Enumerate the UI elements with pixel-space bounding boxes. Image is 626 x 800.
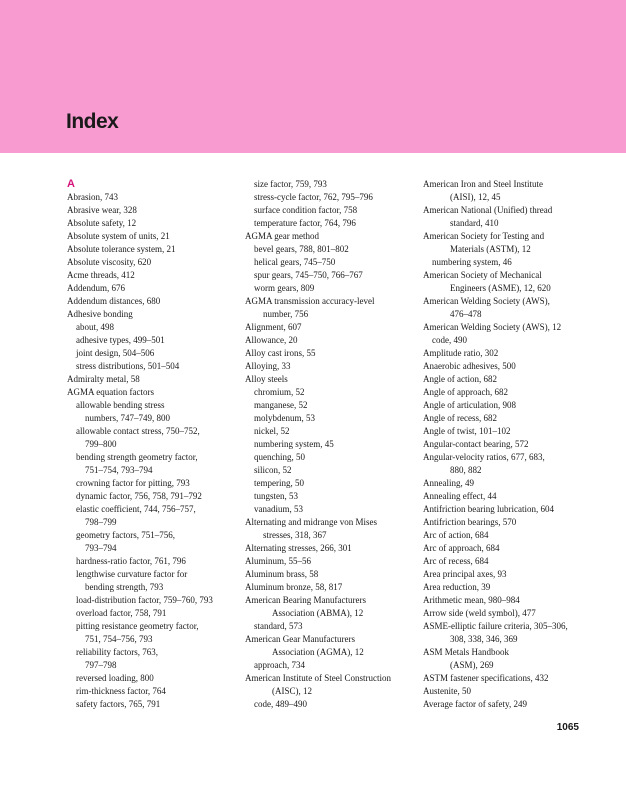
index-entry: Arithmetic mean, 980–984: [423, 595, 520, 605]
index-entry: Arc of recess, 684: [423, 556, 489, 566]
index-subentry: 476–478: [450, 309, 482, 319]
index-entry: Alternating stresses, 266, 301: [245, 543, 352, 553]
index-entry: American Bearing Manufacturers: [245, 595, 366, 605]
index-subentry: safety factors, 765, 791: [76, 699, 161, 709]
index-subentry: numbering system, 46: [432, 257, 512, 267]
page-title: Index: [66, 110, 119, 133]
index-subentry: Engineers (ASME), 12, 620: [450, 283, 551, 293]
index-subentry: Association (ABMA), 12: [272, 608, 364, 618]
index-entry: ASM Metals Handbook: [423, 647, 509, 657]
index-column-2: [245, 178, 417, 711]
index-subentry: quenching, 50: [254, 452, 305, 462]
index-entry: Aluminum brass, 58: [245, 569, 319, 579]
index-subentry: nickel, 52: [254, 426, 290, 436]
index-entry: American Institute of Steel Construction: [245, 673, 391, 683]
index-entry: Addendum distances, 680: [67, 296, 161, 306]
index-subentry: bending strength, 793: [85, 582, 164, 592]
index-subentry: (ASM), 269: [450, 660, 494, 670]
index-subentry: silicon, 52: [254, 465, 292, 475]
index-subentry: manganese, 52: [254, 400, 308, 410]
index-subentry: allowable contact stress, 750–752,: [76, 426, 200, 436]
index-subentry: dynamic factor, 756, 758, 791–792: [76, 491, 202, 501]
index-subentry: hardness-ratio factor, 761, 796: [76, 556, 186, 566]
index-entry: Absolute viscosity, 620: [67, 257, 152, 267]
index-entry: Aluminum, 55–56: [245, 556, 312, 566]
index-subentry: stress-cycle factor, 762, 795–796: [254, 192, 373, 202]
index-entry: Absolute safety, 12: [67, 218, 137, 228]
index-entry: Amplitude ratio, 302: [423, 348, 499, 358]
index-subentry: geometry factors, 751–756,: [76, 530, 175, 540]
index-entry: Angle of recess, 682: [423, 413, 497, 423]
index-entry: Alloy steels: [245, 374, 288, 384]
index-entry: Antifriction bearing lubrication, 604: [423, 504, 554, 514]
index-subentry: spur gears, 745–750, 766–767: [254, 270, 363, 280]
index-subentry: code, 490: [432, 335, 467, 345]
index-subentry: vanadium, 53: [254, 504, 303, 514]
index-subentry: overload factor, 758, 791: [76, 608, 167, 618]
index-subentry: numbering system, 45: [254, 439, 334, 449]
index-column-3: [423, 178, 595, 711]
index-entry: American National (Unified) thread: [423, 205, 553, 215]
index-subentry: pitting resistance geometry factor,: [76, 621, 199, 631]
index-entry: Abrasion, 743: [67, 192, 118, 202]
index-column-1: [67, 178, 239, 711]
index-entry: AGMA gear method: [245, 231, 319, 241]
index-entry: Alternating and midrange von Mises: [245, 517, 377, 527]
index-subentry: adhesive types, 499–501: [76, 335, 165, 345]
index-entry: Adhesive bonding: [67, 309, 133, 319]
index-entry: Angle of action, 682: [423, 374, 497, 384]
index-subentry: 799–800: [85, 439, 117, 449]
index-subentry: 751, 754–756, 793: [85, 634, 153, 644]
index-entry: American Iron and Steel Institute: [423, 179, 543, 189]
index-entry: Angle of approach, 682: [423, 387, 508, 397]
index-entry: American Welding Society (AWS),: [423, 296, 550, 306]
index-subentry: 797–798: [85, 660, 117, 670]
index-entry: Admiralty metal, 58: [67, 374, 140, 384]
index-entry: Angular-velocity ratios, 677, 683,: [423, 452, 545, 462]
index-entry: Alloying, 33: [245, 361, 291, 371]
index-entry: Austenite, 50: [423, 686, 471, 696]
index-entry: Allowance, 20: [245, 335, 298, 345]
index-subentry: worm gears, 809: [254, 283, 315, 293]
index-subentry: allowable bending stress: [76, 400, 165, 410]
index-subentry: (AISI), 12, 45: [450, 192, 501, 202]
index-subentry: lengthwise curvature factor for: [76, 569, 188, 579]
index-subentry: elastic coefficient, 744, 756–757,: [76, 504, 196, 514]
index-entry: AGMA equation factors: [67, 387, 154, 397]
index-subentry: (AISC), 12: [272, 686, 312, 696]
index-subentry: tungsten, 53: [254, 491, 298, 501]
section-letter: A: [67, 178, 75, 190]
index-subentry: reliability factors, 763,: [76, 647, 158, 657]
index-entry: Arc of approach, 684: [423, 543, 500, 553]
index-entry: Annealing, 49: [423, 478, 474, 488]
index-entry: American Society for Testing and: [423, 231, 545, 241]
index-entry: Average factor of safety, 249: [423, 699, 527, 709]
index-subentry: approach, 734: [254, 660, 305, 670]
index-subentry: number, 756: [263, 309, 309, 319]
index-subentry: bevel gears, 788, 801–802: [254, 244, 349, 254]
index-entry: Alignment, 607: [245, 322, 302, 332]
index-entry: Acme threads, 412: [67, 270, 135, 280]
index-subentry: helical gears, 745–750: [254, 257, 336, 267]
index-subentry: temperature factor, 764, 796: [254, 218, 356, 228]
index-entry: Annealing effect, 44: [423, 491, 497, 501]
index-entry: Angle of twist, 101–102: [423, 426, 511, 436]
index-entry: Aluminum bronze, 58, 817: [245, 582, 343, 592]
index-entry: American Society of Mechanical: [423, 270, 542, 280]
index-entry: Antifriction bearings, 570: [423, 517, 517, 527]
index-subentry: about, 498: [76, 322, 114, 332]
index-subentry: tempering, 50: [254, 478, 304, 488]
index-entry: Addendum, 676: [67, 283, 125, 293]
index-entry: Absolute system of units, 21: [67, 231, 170, 241]
index-subentry: standard, 573: [254, 621, 303, 631]
index-subentry: stress distributions, 501–504: [76, 361, 180, 371]
index-entry: Abrasive wear, 328: [67, 205, 137, 215]
index-subentry: reversed loading, 800: [76, 673, 154, 683]
index-entry: Area reduction, 39: [423, 582, 491, 592]
index-subentry: Association (AGMA), 12: [272, 647, 364, 657]
index-subentry: crowning factor for pitting, 793: [76, 478, 190, 488]
index-entry: ASME-elliptic failure criteria, 305–306,: [423, 621, 568, 631]
index-entry: AGMA transmission accuracy-level: [245, 296, 375, 306]
index-subentry: standard, 410: [450, 218, 499, 228]
index-entry: ASTM fastener specifications, 432: [423, 673, 549, 683]
index-subentry: surface condition factor, 758: [254, 205, 358, 215]
index-subentry: stresses, 318, 367: [263, 530, 327, 540]
index-subentry: Materials (ASTM), 12: [450, 244, 531, 254]
index-subentry: joint design, 504–506: [76, 348, 155, 358]
index-entry: American Welding Society (AWS), 12: [423, 322, 562, 332]
index-entry: Angular-contact bearing, 572: [423, 439, 529, 449]
index-entry: Area principal axes, 93: [423, 569, 507, 579]
index-subentry: 880, 882: [450, 465, 482, 475]
index-subentry: chromium, 52: [254, 387, 305, 397]
index-subentry: numbers, 747–749, 800: [85, 413, 170, 423]
index-subentry: 798–799: [85, 517, 117, 527]
index-entry: Alloy cast irons, 55: [245, 348, 316, 358]
index-entry: Arrow side (weld symbol), 477: [423, 608, 536, 618]
index-subentry: bending strength geometry factor,: [76, 452, 198, 462]
index-subentry: molybdenum, 53: [254, 413, 315, 423]
index-subentry: 308, 338, 346, 369: [450, 634, 518, 644]
index-subentry: code, 489–490: [254, 699, 307, 709]
index-subentry: 751–754, 793–794: [85, 465, 153, 475]
page-number: 1065: [556, 722, 579, 733]
index-subentry: load-distribution factor, 759–760, 793: [76, 595, 213, 605]
index-entry: Arc of action, 684: [423, 530, 489, 540]
index-entry: Absolute tolerance system, 21: [67, 244, 176, 254]
index-entry: Angle of articulation, 908: [423, 400, 516, 410]
index-entry: American Gear Manufacturers: [245, 634, 355, 644]
index-entry: Anaerobic adhesives, 500: [423, 361, 516, 371]
index-subentry: 793–794: [85, 543, 117, 553]
index-subentry: size factor, 759, 793: [254, 179, 327, 189]
index-subentry: rim-thickness factor, 764: [76, 686, 166, 696]
